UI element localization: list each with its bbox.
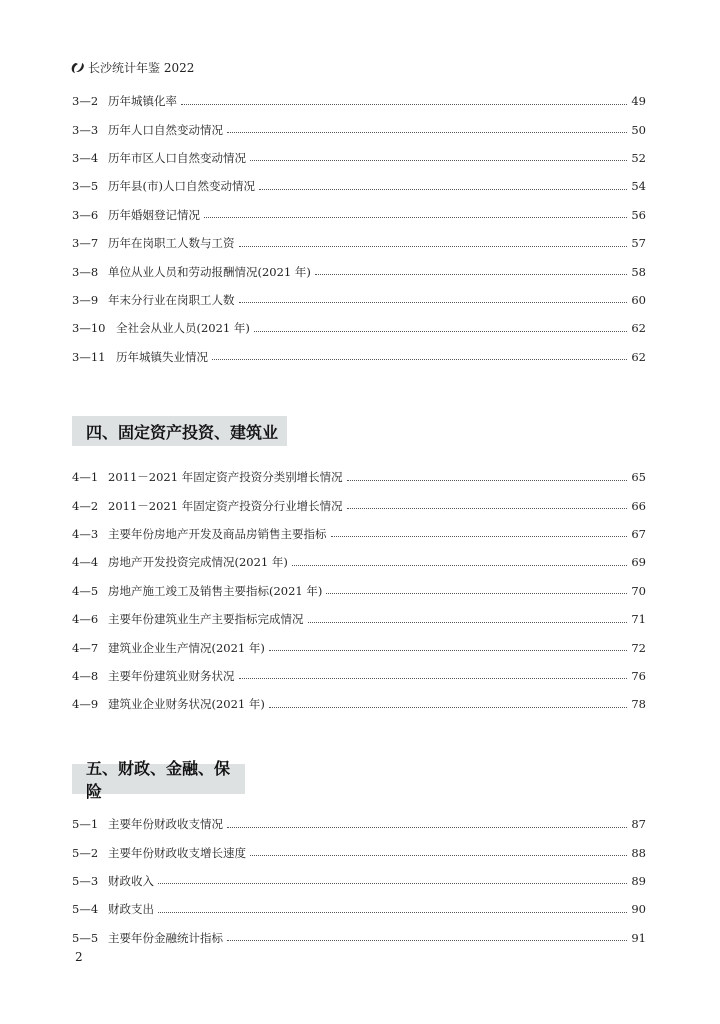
entry-title: 房地产开发投资完成情况(2021 年) xyxy=(108,555,288,570)
entry-number: 4—1 xyxy=(72,470,99,485)
entry-number: 4—9 xyxy=(72,697,99,712)
entry-number: 4—5 xyxy=(72,583,99,598)
toc-entry[interactable] xyxy=(72,201,646,229)
entry-page: 56 xyxy=(631,207,646,222)
dot-leader xyxy=(239,678,628,679)
dot-leader xyxy=(308,622,628,623)
entry-title: 主要年份金融统计指标 xyxy=(108,930,223,945)
dot-leader xyxy=(347,480,628,481)
entry-title: 财政收入 xyxy=(108,873,154,888)
dot-leader xyxy=(227,827,627,828)
entry-number: 5—3 xyxy=(72,873,99,888)
entry-number: 3—8 xyxy=(72,264,99,279)
toc-entry[interactable] xyxy=(72,810,646,838)
entry-title: 2011－2021 年固定资产投资分类别增长情况 xyxy=(108,470,343,485)
entry-page: 91 xyxy=(631,930,646,945)
entry-number: 5—5 xyxy=(72,930,99,945)
toc-entry[interactable] xyxy=(72,924,646,952)
entry-page: 65 xyxy=(631,470,646,485)
dot-leader xyxy=(239,302,628,303)
entry-page: 52 xyxy=(631,150,646,165)
entry-page: 66 xyxy=(631,498,646,513)
entry-page: 76 xyxy=(631,668,646,683)
toc-group-section-5 xyxy=(72,810,646,952)
entry-page: 50 xyxy=(631,122,646,137)
entry-page: 87 xyxy=(631,817,646,832)
entry-title: 主要年份房地产开发及商品房销售主要指标 xyxy=(108,526,327,541)
dot-leader xyxy=(326,593,627,594)
dot-leader xyxy=(347,508,628,509)
entry-number: 5—2 xyxy=(72,845,99,860)
dot-leader xyxy=(259,189,627,190)
entry-title: 主要年份财政收支情况 xyxy=(108,817,223,832)
dot-leader xyxy=(204,217,627,218)
entry-number: 4—8 xyxy=(72,668,99,683)
dot-leader xyxy=(331,536,628,537)
toc-entry[interactable] xyxy=(72,229,646,257)
entry-number: 4—6 xyxy=(72,612,99,627)
entry-page: 49 xyxy=(631,94,646,109)
dot-leader xyxy=(250,855,627,856)
yearbook-logo-icon xyxy=(70,62,86,74)
entry-number: 5—1 xyxy=(72,817,99,832)
entry-title: 单位从业人员和劳动报酬情况(2021 年) xyxy=(108,264,311,279)
dot-leader xyxy=(315,274,627,275)
dot-leader xyxy=(292,565,627,566)
entry-number: 4—4 xyxy=(72,555,99,570)
entry-title: 2011－2021 年固定资产投资分行业增长情况 xyxy=(108,498,343,513)
toc-group-section-3 xyxy=(72,87,646,371)
entry-number: 3—7 xyxy=(72,236,99,251)
entry-title: 主要年份建筑业财务状况 xyxy=(108,668,235,683)
toc-entry[interactable] xyxy=(72,577,646,605)
dot-leader xyxy=(269,707,627,708)
entry-page: 70 xyxy=(631,583,646,598)
toc-entry[interactable] xyxy=(72,115,646,143)
entry-number: 3—11 xyxy=(72,349,106,364)
toc-entry[interactable] xyxy=(72,286,646,314)
dot-leader xyxy=(239,246,628,247)
toc-entry[interactable] xyxy=(72,257,646,285)
dot-leader xyxy=(269,650,627,651)
entry-number: 5—4 xyxy=(72,902,99,917)
toc-entry[interactable] xyxy=(72,314,646,342)
entry-title: 年末分行业在岗职工人数 xyxy=(108,292,235,307)
toc-entry[interactable] xyxy=(72,172,646,200)
dot-leader xyxy=(181,104,627,105)
toc-entry[interactable] xyxy=(72,520,646,548)
toc-entry[interactable] xyxy=(72,343,646,371)
toc-entry[interactable] xyxy=(72,895,646,923)
entry-page: 54 xyxy=(631,179,646,194)
toc-entry[interactable] xyxy=(72,87,646,115)
entry-number: 4—3 xyxy=(72,526,99,541)
entry-page: 62 xyxy=(631,321,646,336)
entry-page: 62 xyxy=(631,349,646,364)
entry-number: 3—9 xyxy=(72,292,99,307)
entry-title: 历年城镇失业情况 xyxy=(116,349,208,364)
entry-title: 历年县(市)人口自然变动情况 xyxy=(108,179,255,194)
toc-group-section-4 xyxy=(72,463,646,719)
entry-number: 3—2 xyxy=(72,94,99,109)
entry-page: 90 xyxy=(631,902,646,917)
entry-title: 建筑业企业生产情况(2021 年) xyxy=(108,640,265,655)
entry-page: 60 xyxy=(631,292,646,307)
entry-title: 全社会从业人员(2021 年) xyxy=(116,321,250,336)
toc-entry[interactable] xyxy=(72,463,646,491)
running-header xyxy=(70,59,194,76)
toc-entry[interactable] xyxy=(72,690,646,718)
entry-title: 房地产施工竣工及销售主要指标(2021 年) xyxy=(108,583,323,598)
entry-page: 58 xyxy=(631,264,646,279)
toc-entry[interactable] xyxy=(72,662,646,690)
entry-title: 历年市区人口自然变动情况 xyxy=(108,150,246,165)
entry-page: 57 xyxy=(631,236,646,251)
entry-number: 3—3 xyxy=(72,122,99,137)
entry-title: 历年城镇化率 xyxy=(108,94,177,109)
page-number: 2 xyxy=(75,950,83,964)
entry-title: 财政支出 xyxy=(108,902,154,917)
entry-page: 71 xyxy=(631,612,646,627)
entry-number: 4—2 xyxy=(72,498,99,513)
dot-leader xyxy=(227,940,627,941)
entry-number: 4—7 xyxy=(72,640,99,655)
dot-leader xyxy=(227,132,627,133)
toc-entry[interactable] xyxy=(72,144,646,172)
entry-page: 72 xyxy=(631,640,646,655)
entry-title: 历年在岗职工人数与工资 xyxy=(108,236,235,251)
entry-title: 主要年份财政收支增长速度 xyxy=(108,845,246,860)
entry-page: 78 xyxy=(631,697,646,712)
entry-page: 88 xyxy=(631,845,646,860)
entry-number: 3—10 xyxy=(72,321,106,336)
dot-leader xyxy=(254,331,627,332)
entry-title: 历年人口自然变动情况 xyxy=(108,122,223,137)
dot-leader xyxy=(158,883,627,884)
entry-page: 89 xyxy=(631,873,646,888)
entry-title: 主要年份建筑业生产主要指标完成情况 xyxy=(108,612,304,627)
entry-page: 69 xyxy=(631,555,646,570)
entry-title: 历年婚姻登记情况 xyxy=(108,207,200,222)
entry-number: 3—4 xyxy=(72,150,99,165)
toc-entry[interactable] xyxy=(72,633,646,661)
dot-leader xyxy=(212,359,627,360)
toc-entry[interactable] xyxy=(72,867,646,895)
dot-leader xyxy=(250,160,627,161)
section-heading-4: 四、固定资产投资、建筑业 xyxy=(72,416,287,446)
toc-entry[interactable] xyxy=(72,548,646,576)
toc-entry[interactable] xyxy=(72,838,646,866)
header-title: 长沙统计年鉴 2022 xyxy=(88,61,195,75)
section-heading-5: 五、财政、金融、保险 xyxy=(72,764,245,794)
entry-title: 建筑业企业财务状况(2021 年) xyxy=(108,697,265,712)
entry-number: 3—6 xyxy=(72,207,99,222)
entry-number: 3—5 xyxy=(72,179,99,194)
entry-page: 67 xyxy=(631,526,646,541)
toc-entry[interactable] xyxy=(72,605,646,633)
dot-leader xyxy=(158,912,627,913)
toc-entry[interactable] xyxy=(72,491,646,519)
